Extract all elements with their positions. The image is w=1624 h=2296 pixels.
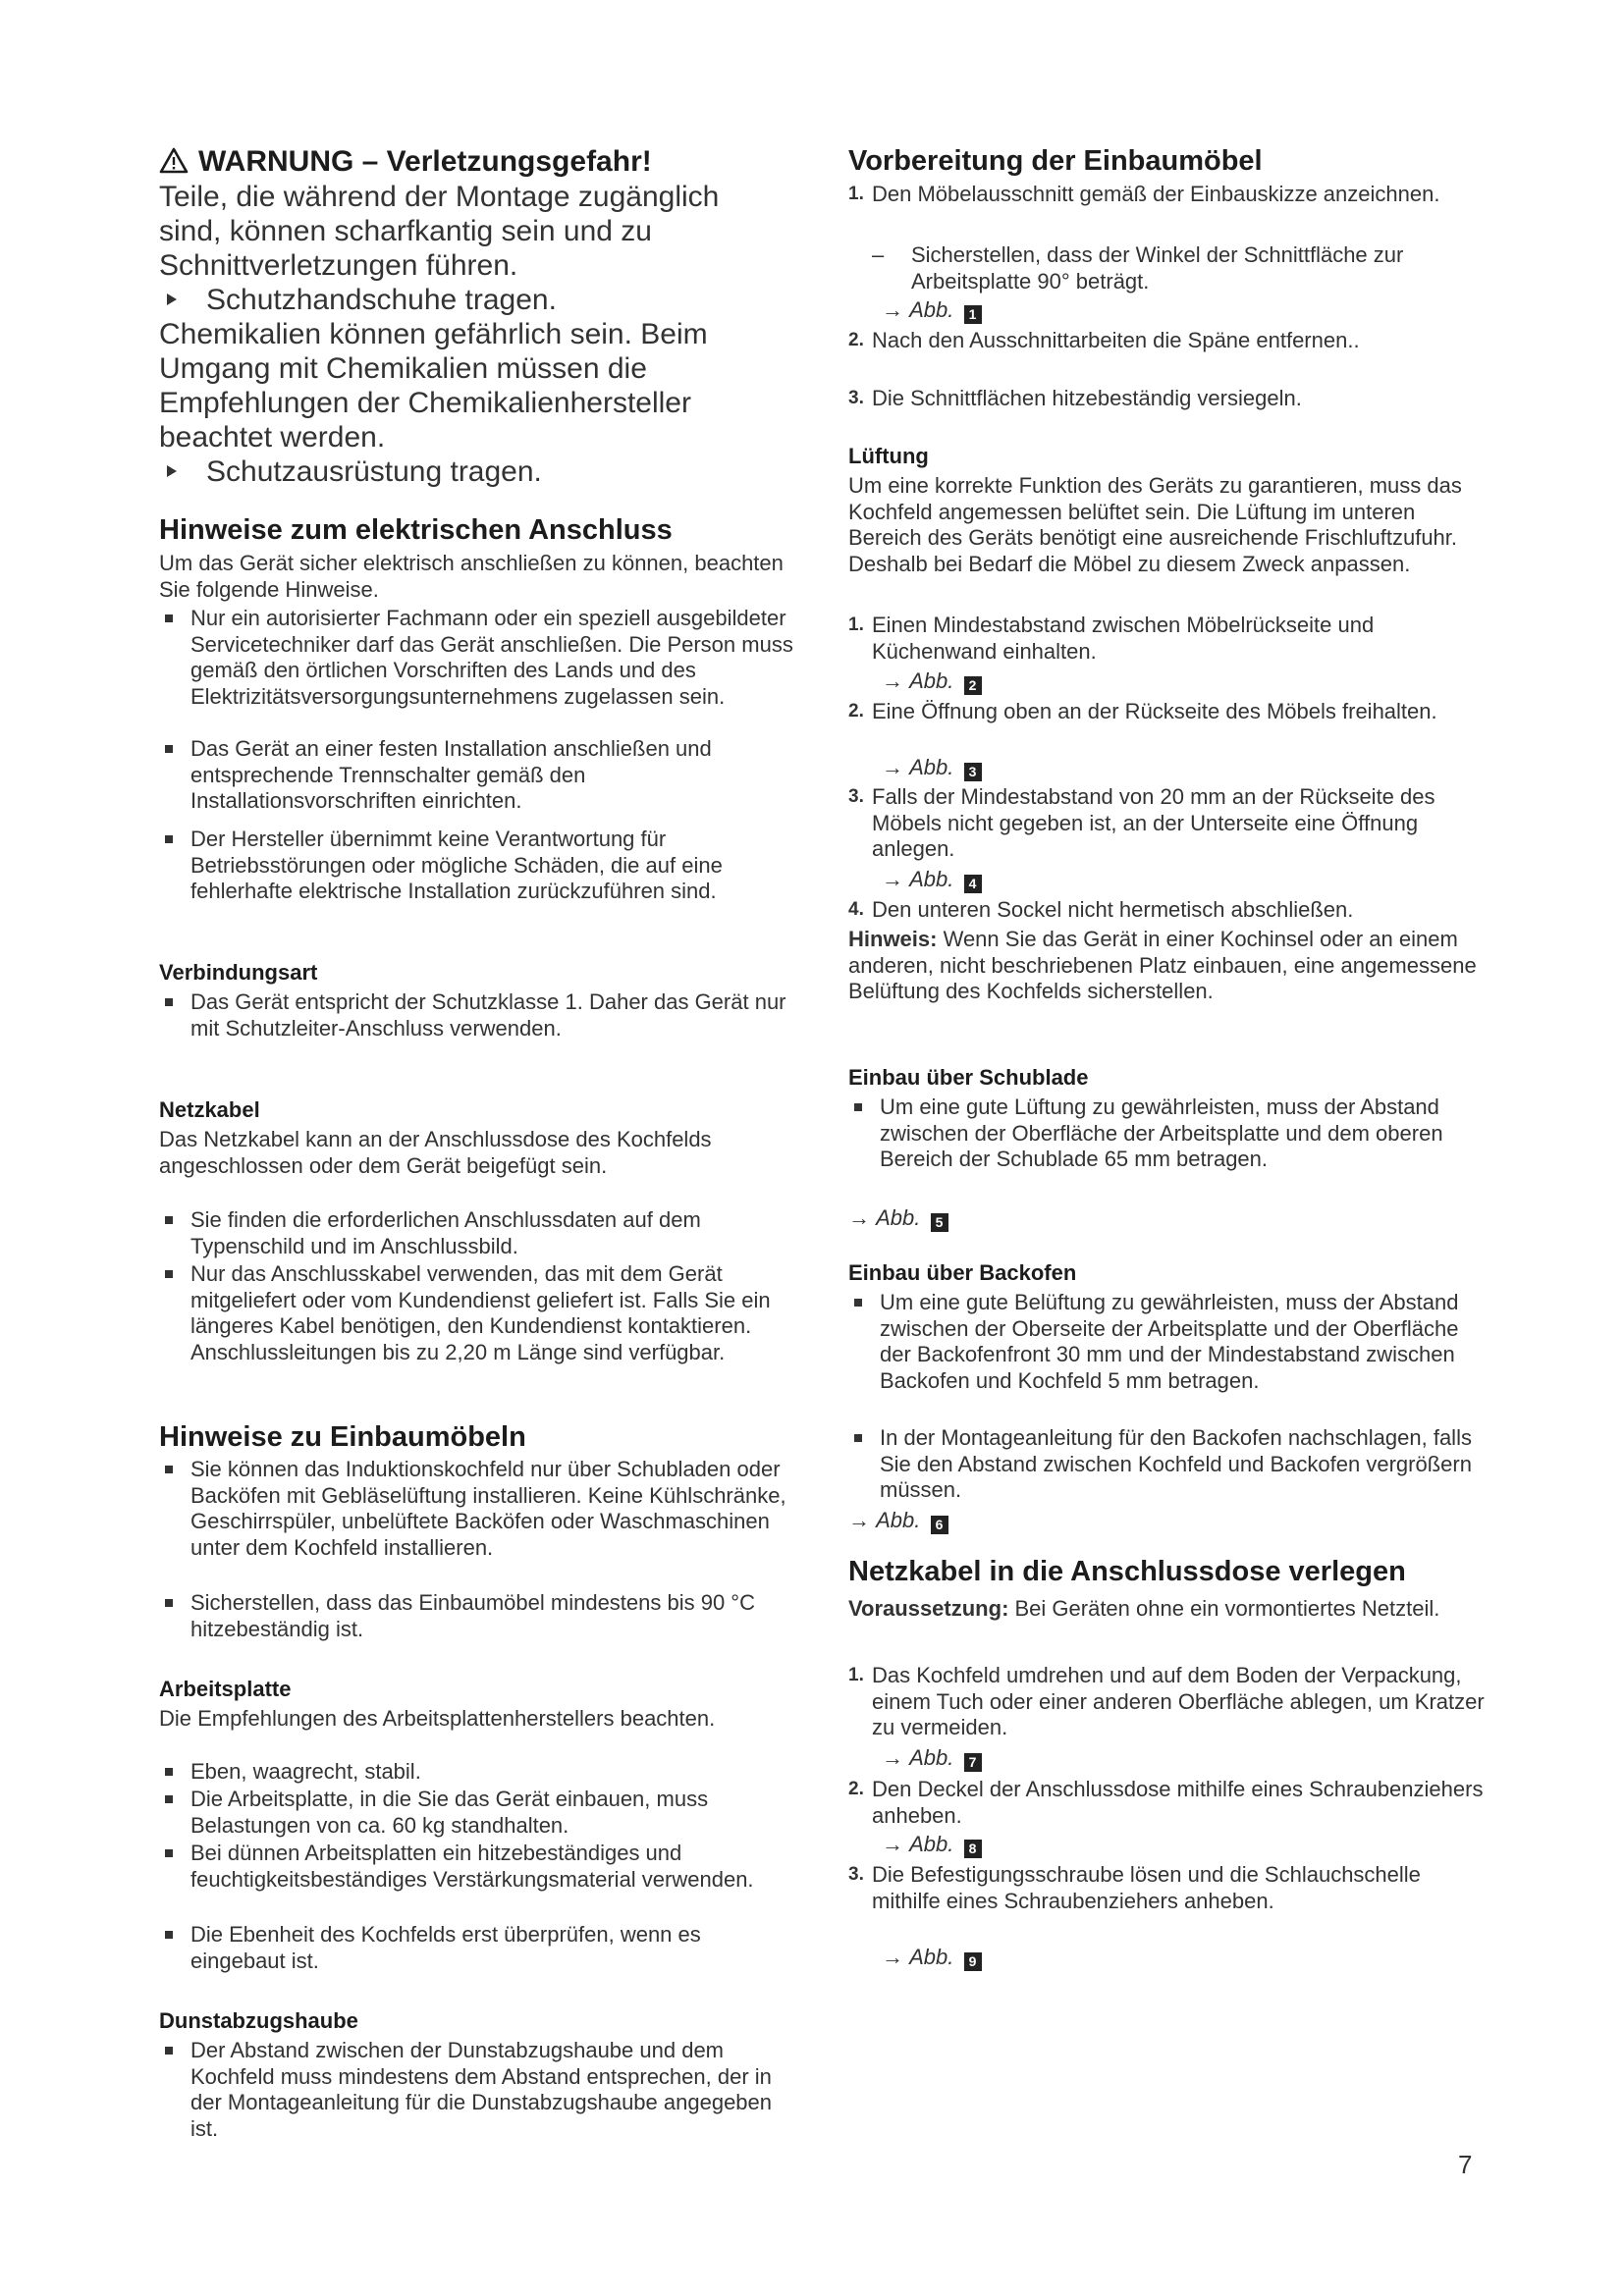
schublade-bullet: Um eine gute Lüftung zu gewährleisten, muss der Abstand zwischen der Oberfläche der Arbeitsplatte und dem oberen Bereich der Schublade 65 mm betragen. [848,1095,1487,1173]
abb-1: → Abb. 1 [882,297,982,324]
abb-9: → Abb. 9 [882,1945,982,1971]
figure-ref-9: 9 [964,1952,982,1971]
heading-schublade: Einbau über Schublade [848,1065,1089,1090]
warning-step-1 [159,283,557,317]
arbeitsplatte-bullet-2: Die Arbeitsplatte, in die Sie das Gerät einbauen, muss Belastungen von ca. 60 kg standhalten. [159,1787,797,1839]
abb-7: → Abb. 7 [882,1745,982,1772]
heading-arbeitsplatte: Arbeitsplatte [159,1677,292,1701]
abb-3: → Abb. 3 [882,755,982,781]
heading-netzkabel: Netzkabel [159,1097,260,1122]
figure-ref-3: 3 [964,763,982,781]
warning-triangle-icon [159,147,189,174]
lueftung-step-2: 2. Eine Öffnung oben an der Rückseite des Möbels freihalten. [848,699,1437,723]
warning-title-text: WARNUNG – Verletzungsgefahr! [198,145,652,178]
anschlussdose-precondition [848,1596,1477,1623]
verbindungsart-bullet: Das Gerät entspricht der Schutzklasse 1. Daher das Gerät nur mit Schutzleiter-Anschluss verwenden. [159,989,797,1041]
lueftung-step-1: 1. Einen Mindestabstand zwischen Möbelrückseite und Küchenwand einhalten. [848,613,1375,664]
heading-einbaumoebel: Hinweise zu Einbaumöbeln [159,1421,526,1453]
arbeitsplatte-bullet-1: Eben, waagrecht, stabil. [159,1759,797,1786]
dunstabzug-bullet: Der Abstand zwischen der Dunstabzugshaube und dem Kochfeld muss mindestens dem Abstand entsprechen, der in der Montageanleitung für die Dunstabzugshaube angegeben ist. [159,2038,797,2142]
anschlussdose-step-3: 3. Die Befestigungsschraube lösen und die Schlauchschelle mithilfe eines Schraubenziehers anheben. [848,1862,1421,1913]
elektro-bullet-2: Das Gerät an einer festen Installation anschließen und entsprechende Trennschalter gemäß den Installationsvorschriften einrichten. [159,736,797,815]
lueftung-step-3: 3. Falls der Mindestabstand von 20 mm an der Rückseite des Möbels nicht gegeben ist, an der Unterseite eine Öffnung anlegen. [848,784,1435,861]
heading-elektro: Hinweise zum elektrischen Anschluss [159,514,673,546]
abb-4: → Abb. 4 [882,867,982,893]
heading-verbindungsart: Verbindungsart [159,960,318,985]
abb-2: → Abb. 2 [882,668,982,695]
warning-title [159,145,652,179]
warning-text-1: Teile, die während der Montage zugänglich sind, können scharfkantig sein und zu Schnittverletzungen führen. [159,181,720,282]
figure-ref-2: 2 [964,676,982,695]
warning-text-2: Chemikalien können gefährlich sein. Beim Umgang mit Chemikalien müssen die Empfehlungen der Chemikalienhersteller beachtet werden. [159,318,708,454]
elektro-intro: Um das Gerät sicher elektrisch anschließen zu können, beachten Sie folgende Hinweise. [159,551,784,602]
page-number: 7 [1458,2150,1473,2179]
figure-ref-5: 5 [931,1213,948,1232]
heading-dunstabzug: Dunstabzugshaube [159,2008,358,2033]
heading-backofen: Einbau über Backofen [848,1260,1077,1285]
vorbereitung-step-3: 3. Die Schnittflächen hitzebeständig versiegeln. [848,386,1302,410]
abb-6: → Abb. 6 [848,1508,948,1534]
anschlussdose-step-2: 2. Den Deckel der Anschlussdose mithilfe eines Schraubenziehers anheben. [848,1777,1484,1828]
backofen-bullet-1: Um eine gute Belüftung zu gewährleisten, muss der Abstand zwischen der Oberseite der Arbeitsplatte und der Oberfläche der Backofenfront 30 mm und der Mindestabstand zwischen Backofen und Kochfeld 5 mm betragen. [848,1290,1487,1394]
warning-step-1-text: Schutzhandschuhe tragen. [206,284,557,316]
lueftung-step-4: 4. Den unteren Sockel nicht hermetisch abschließen. [848,897,1354,922]
backofen-bullet-2: In der Montageanleitung für den Backofen nachschlagen, falls Sie den Abstand zwischen Kochfeld und Backofen vergrößern müssen. [848,1425,1487,1504]
lueftung-note [848,927,1477,1005]
step-arrow-icon [167,294,177,305]
note-text: Wenn Sie das Gerät in einer Kochinsel oder an einem anderen, nicht beschriebenen Platz einbauen, eine angemessene Belüftung des Kochfelds sicherstellen. [848,927,1477,1003]
step-arrow-icon [167,465,177,477]
arbeitsplatte-intro: Die Empfehlungen des Arbeitsplattenherstellers beachten. [159,1706,716,1731]
elektro-bullet-1: Nur ein autorisierter Fachmann oder ein speziell ausgebildeter Servicetechniker darf das Gerät anschließen. Die Person muss gemäß den örtlichen Vorschriften des Lands und des Elektrizitätsversorgungsunternehmens zugelassen sein. [159,606,797,710]
vorbereitung-step-1: 1. Den Möbelausschnitt gemäß der Einbauskizze anzeichnen. [848,182,1440,206]
netzkabel-intro: Das Netzkabel kann an der Anschlussdose des Kochfelds angeschlossen oder dem Gerät beigefügt sein. [159,1127,712,1178]
heading-vorbereitung: Vorbereitung der Einbaumöbel [848,145,1263,177]
netzkabel-bullet-2: Nur das Anschlusskabel verwenden, das mit dem Gerät mitgeliefert oder vom Kundendienst geliefert ist. Falls Sie ein längeres Kabel benötigen, den Kundendienst kontaktieren. Anschlussleitungen bis zu 2,20 m Länge sind verfügbar. [159,1261,797,1365]
vorbereitung-step-2: 2. Nach den Ausschnittarbeiten die Späne entfernen.. [848,328,1360,352]
heading-anschlussdose: Netzkabel in die Anschlussdose verlegen [848,1556,1406,1587]
abb-5: → Abb. 5 [848,1205,948,1232]
figure-ref-7: 7 [964,1753,982,1772]
precondition-label: Voraussetzung: [848,1596,1009,1621]
figure-ref-6: 6 [931,1516,948,1534]
figure-ref-8: 8 [964,1840,982,1858]
lueftung-intro: Um eine korrekte Funktion des Geräts zu garantieren, muss das Kochfeld angemessen belüftet sein. Die Lüftung im unteren Bereich des Geräts benötigt eine ausreichende Frischluftzufuhr. Deshalb bei Bedarf die Möbel zu diesem Zweck anpassen. [848,473,1462,576]
precondition-text: Bei Geräten ohne ein vormontiertes Netzteil. [1008,1596,1440,1621]
vorbereitung-substep: – Sicherstellen, dass der Winkel der Schnittfläche zur Arbeitsplatte 90° beträgt. [872,242,1404,294]
warning-step-2-text: Schutzausrüstung tragen. [206,455,542,488]
einbaumoebel-bullet-2: Sicherstellen, dass das Einbaumöbel mindestens bis 90 °C hitzebeständig ist. [159,1590,797,1642]
netzkabel-bullet-1: Sie finden die erforderlichen Anschlussdaten auf dem Typenschild und im Anschlussbild. [159,1207,797,1259]
warning-step-2 [159,454,542,489]
elektro-bullet-3: Der Hersteller übernimmt keine Verantwortung für Betriebsstörungen oder mögliche Schäden, die auf eine fehlerhafte elektrische Installation zurückzuführen sind. [159,827,797,905]
anschlussdose-step-1: 1. Das Kochfeld umdrehen und auf dem Boden der Verpackung, einem Tuch oder einer anderen Oberfläche ablegen, um Kratzer zu vermeiden. [848,1663,1485,1739]
note-label: Hinweis: [848,927,938,951]
figure-ref-1: 1 [964,305,982,324]
figure-ref-4: 4 [964,875,982,893]
arbeitsplatte-bullet-3: Bei dünnen Arbeitsplatten ein hitzebeständiges und feuchtigkeitsbeständiges Verstärkungsmaterial verwenden. [159,1841,797,1893]
einbaumoebel-bullet-1: Sie können das Induktionskochfeld nur über Schubladen oder Backöfen mit Gebläselüftung installieren. Keine Kühlschränke, Geschirrspüler, unbelüftete Backöfen oder Waschmaschinen unter dem Kochfeld installieren. [159,1457,797,1561]
arbeitsplatte-bullet-4: Die Ebenheit des Kochfelds erst überprüfen, wenn es eingebaut ist. [159,1922,797,1974]
abb-8: → Abb. 8 [882,1832,982,1858]
heading-lueftung: Lüftung [848,444,929,468]
